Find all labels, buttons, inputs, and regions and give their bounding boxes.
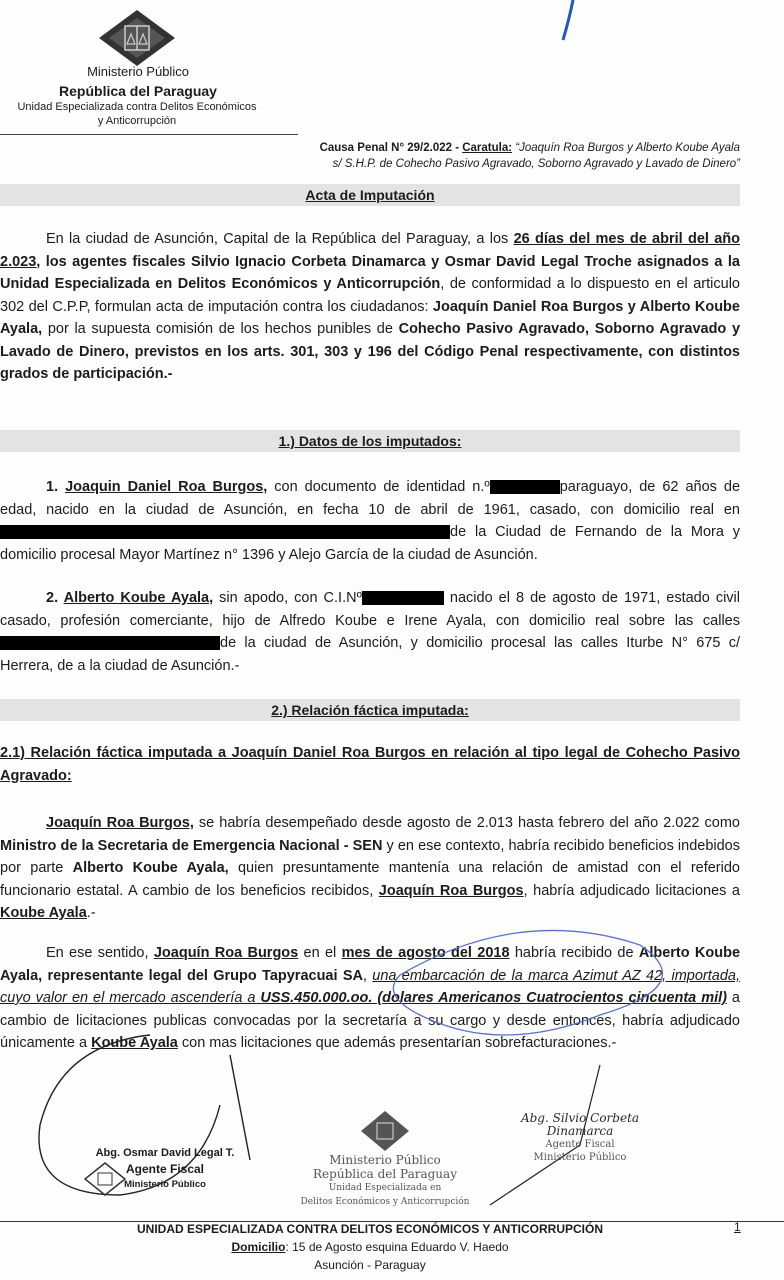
seal-line1: Ministerio Público (329, 1153, 441, 1167)
p1-role: Ministro de la Secretaria de Emergencia Nacional - SEN (0, 837, 383, 854)
imputado-1-num: 1. (46, 479, 66, 495)
p1-t2: y en ese contexto, habría recibido beneficios indebidos por parte (0, 837, 740, 876)
left-signer-name: Abg. Osmar David Legal T. (95, 1147, 235, 1159)
intro-names: Joaquín Daniel Roa Burgos y Alberto Koube Ayala, (0, 298, 740, 337)
section2-subtitle (0, 742, 740, 787)
p2-boat: una embarcación de la marca Azimut AZ 42, importada, cuyo valor en el mercado ascendería a (0, 967, 740, 1006)
center-seal (290, 1153, 480, 1209)
page-title: Acta de Imputación (305, 187, 435, 203)
intro-agents: los agentes fiscales Silvio Ignacio Corbeta Dinamarca y Osmar David Legal Troche asignados a la Unidad Especializada en Delitos Económicos y Anticorrupción (0, 253, 740, 292)
section1-band (0, 430, 740, 452)
p1-name3: Joaquín Roa Burgos (378, 882, 524, 899)
caratula-text1: “Joaquín Roa Burgos y Alberto Koube Ayala (512, 142, 740, 154)
p2-t3: habría recibido de (509, 945, 639, 961)
p2-t6: con mas licitaciones que además presentarían sobrefacturaciones.- (177, 1035, 617, 1051)
caratula-text2: s/ S.H.P. de Cohecho Pasivo Agravado, Soborno Agravado y Lavado de Dinero” (332, 158, 740, 170)
redaction-bar (362, 591, 444, 605)
causa-label: Causa Penal N° 29/2.022 - (319, 142, 463, 154)
p1-t3: quien presuntamente mantenía una relación de amistad con el referido funcionario estatal. A cambio de los beneficios recibidos, (0, 860, 740, 899)
p2-t1: En ese sentido, (46, 945, 154, 961)
p1-name2: Alberto Koube Ayala, (72, 860, 229, 876)
p1-t5: .- (86, 905, 96, 921)
section1-title: 1.) Datos de los imputados: (278, 433, 462, 449)
seal-line3: Unidad Especializada en (328, 1183, 442, 1193)
org-unit (4, 100, 270, 128)
section2-title: 2.) Relación fáctica imputada: (271, 702, 469, 718)
header-divider (0, 134, 298, 135)
footer-unit: UNIDAD ESPECIALIZADA CONTRA DELITOS ECONÓMICOS Y ANTICORRUPCIÓN (136, 1222, 604, 1236)
p2-name: Joaquín Roa Burgos (153, 945, 299, 961)
intro-t3: , de conformidad a lo dispuesto en el articulo 302 del C.P.P, formulan acta de imputación contra los ciudadanos: (0, 276, 740, 315)
imputado-1-t3: de la Ciudad de Fernando de la Mora y domicilio procesal Mayor Martínez n° 1396 y Alejo García de la ciudad de Asunción. (0, 524, 740, 563)
section2-band (0, 699, 740, 721)
imputado-1 (0, 476, 740, 566)
seal-logo-icon (360, 1110, 410, 1152)
imputado-2-t3: de la ciudad de Asunción, y domicilio procesal las calles Iturbe N° 675 c/ Herrera, de a la ciudad de Asunción.- (0, 635, 740, 674)
section2-subtitle-text: 2.1) Relación fáctica imputada a Joaquín Daniel Roa Burgos en relación al tipo legal de Cohecho Pasivo Agravado: (0, 745, 740, 784)
imputado-1-name: Joaquin Daniel Roa Burgos, (65, 479, 268, 495)
intro-crimes: Cohecho Pasivo Agravado, Soborno Agravado y Lavado de Dinero, previstos en los arts. 301, 303 y 196 del Código Penal respectivamente, con distintos grados de participación.- (0, 321, 741, 382)
seal-line2: República del Paraguay (313, 1167, 457, 1181)
intro-paragraph (0, 228, 740, 386)
imputado-1-t1: con documento de identidad n.º (267, 479, 490, 495)
imputado-1-t2: paraguayo, de 62 años de edad, nacido en la ciudad de Asunción, en fecha 10 de abril de 1961, casado, con domicilio real en (0, 479, 741, 518)
org-country: República del Paraguay (59, 83, 217, 99)
ministry-logo (97, 8, 177, 68)
left-signer-role: Agente Fiscal (125, 1162, 205, 1176)
p2-t4: , (362, 967, 373, 984)
right-signer-name: Abg. Silvio Corbeta Dinamarca (520, 1111, 640, 1138)
page-number: 1 (734, 1220, 741, 1234)
imputado-2-t2: nacido el 8 de agosto de 1971, estado civil casado, profesión comerciante, hijo de Alfredo Koube e Irene Ayala, con domicilio real sobre las calles (0, 590, 740, 629)
org-unit-line2: y Anticorrupción (97, 115, 177, 127)
pen-mark-icon (555, 0, 585, 45)
p2-name3: Koube Ayala (91, 1035, 178, 1051)
seal-line4: Delitos Económicos y Anticorrupción (300, 1197, 470, 1207)
imputado-2-t1: sin apodo, con C.I.Nº (213, 590, 362, 606)
redaction-bar (490, 480, 560, 494)
intro-t1: En la ciudad de Asunción, Capital de la República del Paraguay, a los (46, 231, 514, 247)
p2-t2: en el (298, 945, 342, 961)
footer-domicilio-label: Domicilio (231, 1240, 286, 1254)
left-signer-org: Ministerio Público (124, 1179, 206, 1190)
title-band (0, 184, 740, 206)
org-name: Ministerio Público (87, 64, 189, 79)
footer-city: Asunción - Paraguay (314, 1258, 426, 1272)
redaction-bar (0, 636, 220, 650)
causa-reference (180, 140, 740, 172)
imputado-2 (0, 587, 740, 677)
imputado-2-name: Alberto Koube Ayala, (63, 590, 214, 606)
p2-value: USS.450.000.oo. (dolares Americanos Cuatrocientos cincuenta mil) (260, 990, 727, 1006)
redaction-bar (0, 525, 450, 539)
org-unit-line1: Unidad Especializada contra Delitos Económicos (17, 101, 257, 113)
right-signature (495, 1112, 665, 1164)
intro-t4: por la supuesta comisión de los hechos punibles de (42, 321, 399, 337)
stamp-logo-icon (84, 1162, 126, 1196)
p2-date: mes de agosto del 2018 (341, 945, 510, 961)
footer-domicilio: : 15 de Agosto esquina Eduardo V. Haedo (285, 1240, 509, 1254)
p1-name4: Koube Ayala (0, 905, 87, 921)
intro-date: 26 días del mes de abril del año 2.023, (0, 231, 740, 270)
right-signer-role: Agente Fiscal (545, 1139, 615, 1150)
imputado-2-num: 2. (46, 590, 64, 606)
p2-t5: a cambio de licitaciones publicas convocadas por la secretaría a su cargo y desde entonces, habría adjudicado únicamente a (0, 990, 741, 1051)
p1-t4: , habría adjudicado licitaciones a (523, 882, 740, 899)
p2-name2: Alberto Koube Ayala, representante legal del Grupo Tapyracuai SA (0, 945, 741, 984)
right-signer-org: Ministerio Público (533, 1152, 627, 1163)
p1-t1: se habría desempeñado desde agosto de 2.013 hasta febrero del año 2.022 como (193, 815, 740, 831)
caratula-label: Caratula: (462, 142, 513, 154)
footer-address (0, 1238, 740, 1256)
p1-name: Joaquín Roa Burgos, (46, 815, 194, 831)
